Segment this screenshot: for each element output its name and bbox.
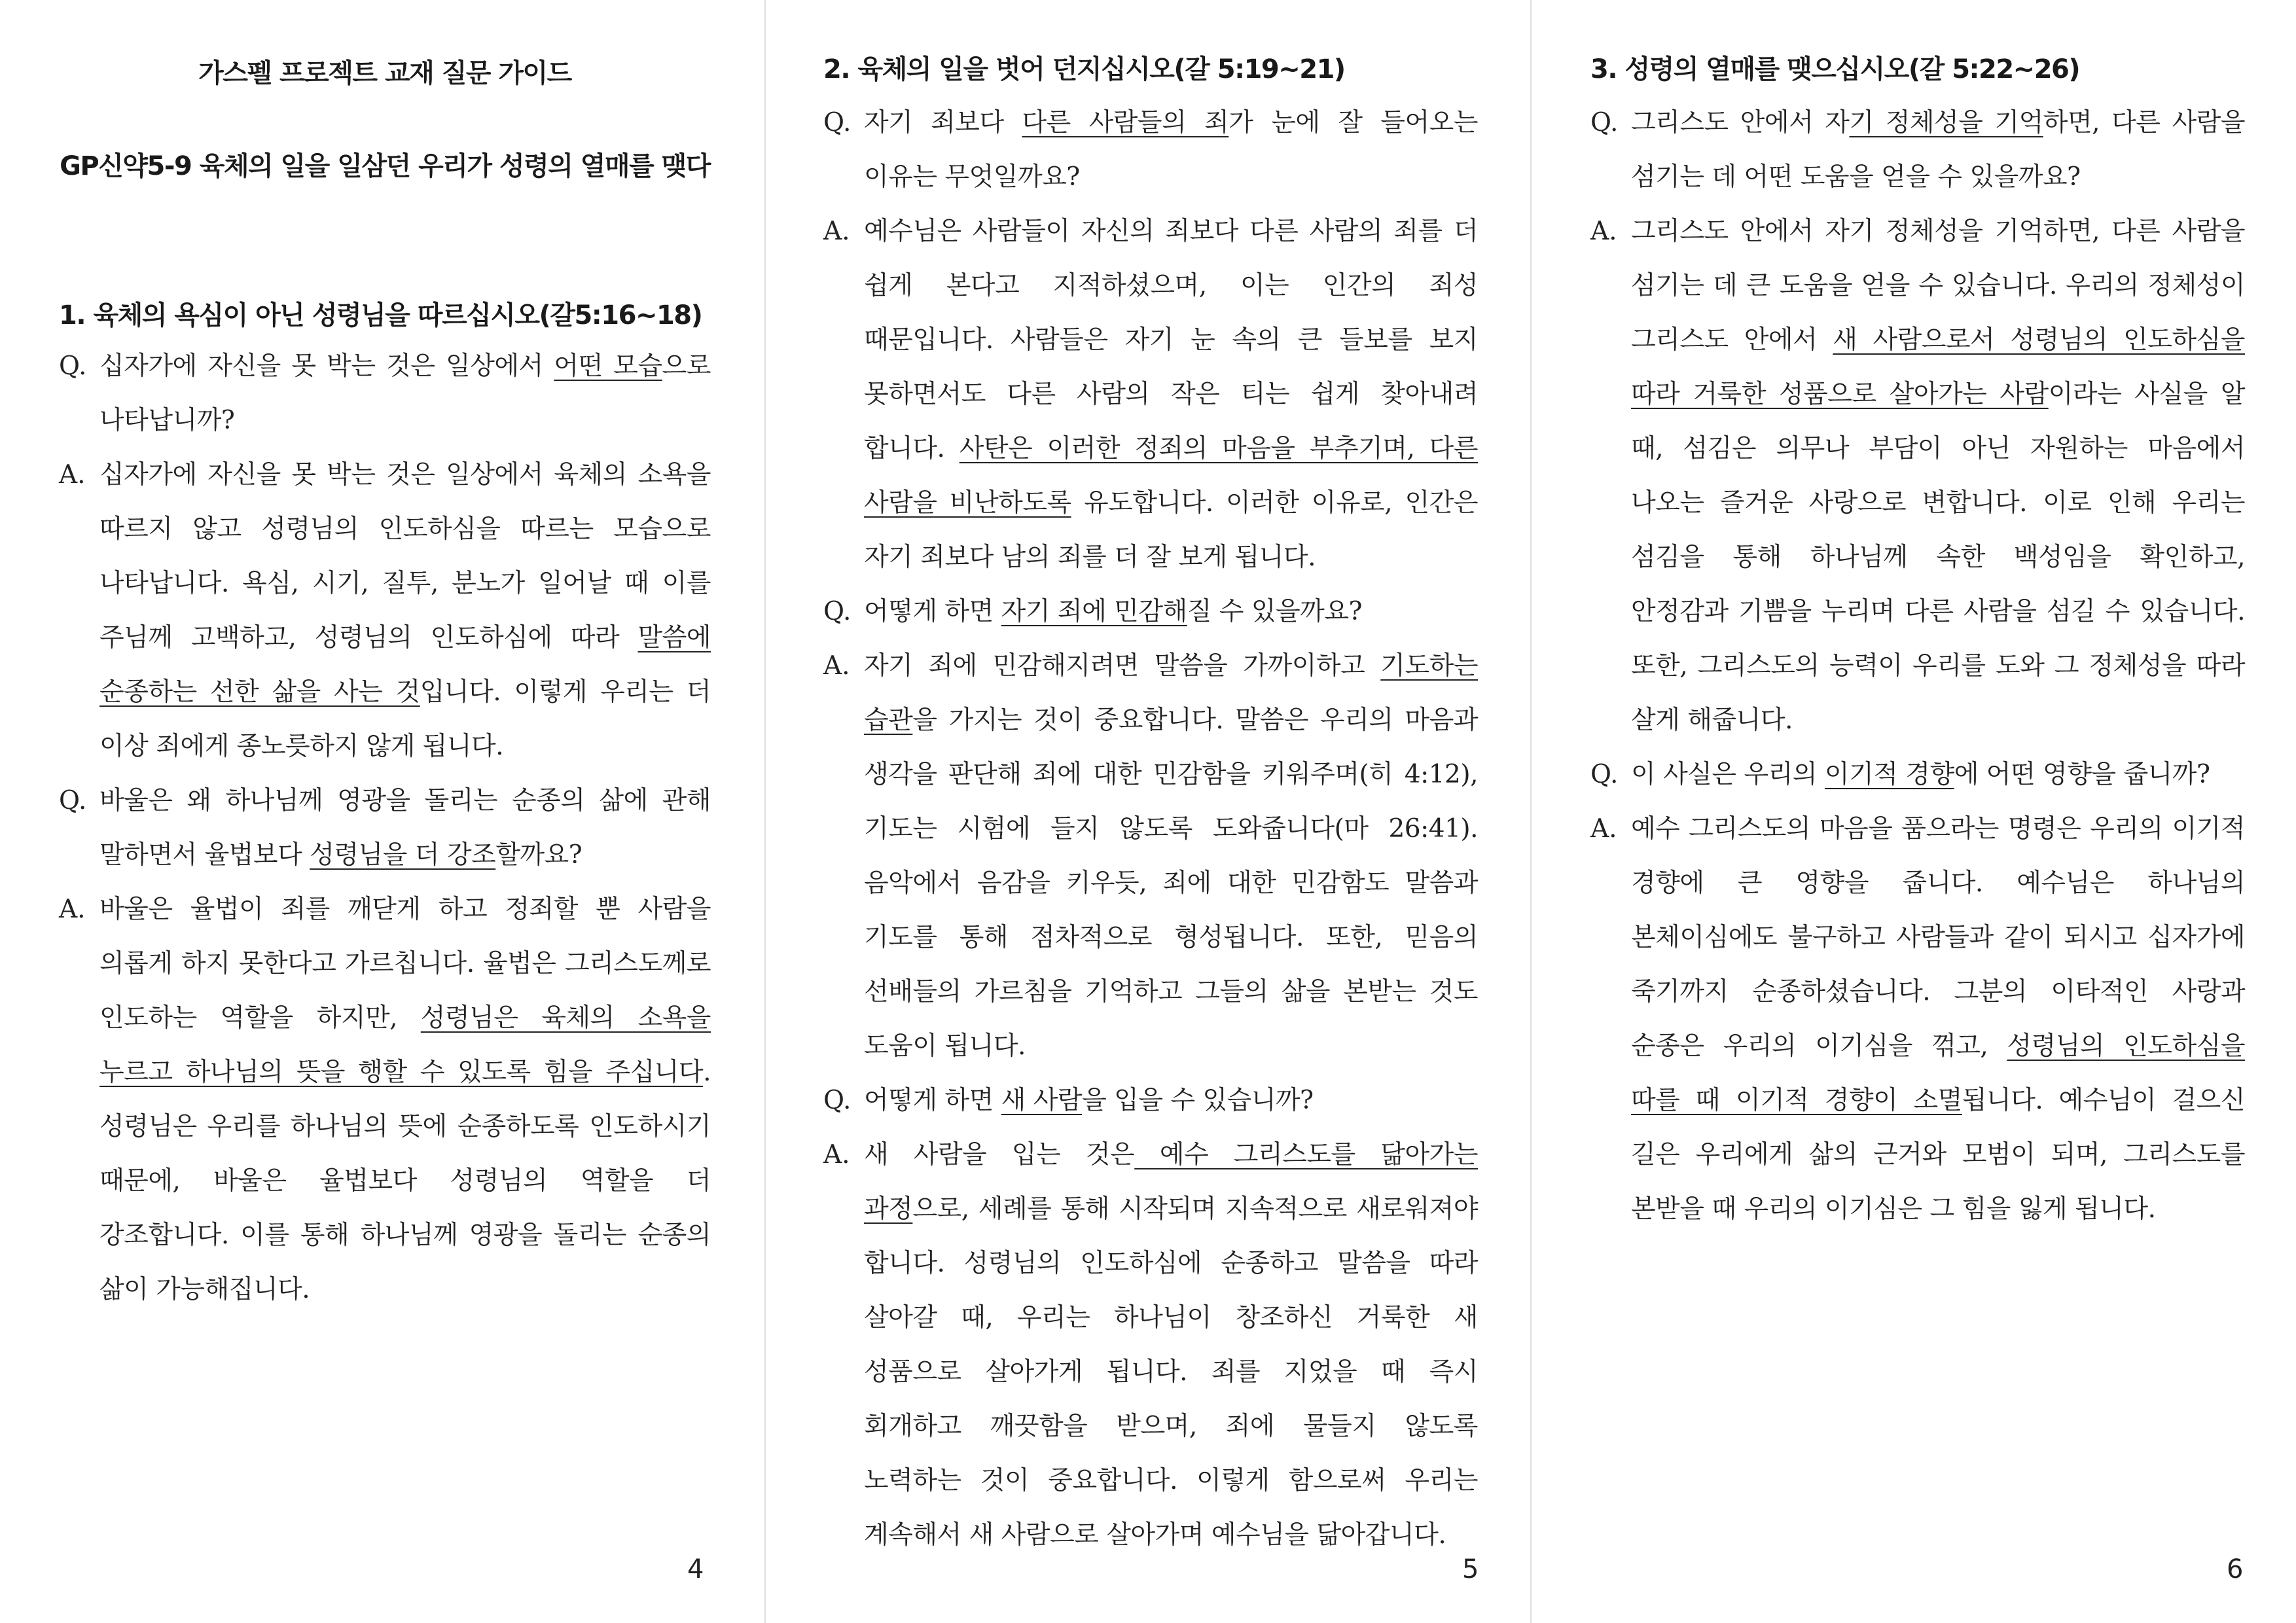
text-run: 하면, 다른 사람을 섬기는 데 어떤 도움을 얻을 수 있을까요? bbox=[1631, 108, 2245, 192]
text-run: 새 사람을 입는 것은 bbox=[864, 1140, 1135, 1169]
text-run: 바울은 왜 하나님께 영광을 돌리는 순종의 삶에 관해 말하면서 율법보다 bbox=[99, 786, 711, 870]
page-4 bbox=[0, 0, 764, 1623]
answer-text bbox=[1631, 802, 2245, 1236]
text-run: 할까요? bbox=[495, 840, 583, 870]
text-run: 유도합니다. 이러한 이유로, 인간은 자기 죄보다 남의 죄를 더 잘 보게 됩니다. bbox=[864, 488, 1478, 572]
text-run: 예수 그리스도의 마음을 품으라는 명령은 우리의 이기적 경향에 큰 영향을 줍니다. 예수님은 하나님의 본체이심에도 불구하고 사람들과 같이 되시고 십자가에 죽기까지 순종하셨습니다. 그분의 이타적인 사랑과 순종은 우리의 이기심을 꺾고, bbox=[1631, 814, 2245, 1061]
text-run: 입니다. 이렇게 우리는 더 이상 죄에게 종노릇하지 않게 됩니다. bbox=[99, 677, 711, 761]
text-run: 십자가에 자신을 못 박는 것은 일상에서 육체의 소욕을 따르지 않고 성령님의 인도하심을 따르는 모습으로 나타납니다. 욕심, 시기, 질투, 분노가 일어날 때 이를 주님께 고백하고, 성령님의 인도하심에 따라 bbox=[99, 460, 711, 652]
text-run: 그리스도 안에서 자 bbox=[1631, 108, 1850, 137]
answer-item bbox=[823, 639, 1478, 1073]
underlined-phrase: 이기적 경향 bbox=[1824, 760, 1954, 789]
answer-marker: A. bbox=[59, 895, 86, 924]
question-text bbox=[99, 339, 711, 448]
underlined-phrase: 성령님은 육체의 소욕을 누르고 하나님의 뜻을 행할 수 있도록 힘을 주십니다 bbox=[99, 1003, 711, 1087]
section-heading: 2. 육체의 일을 벗어 던지십시오(갈 5:19~21) bbox=[823, 54, 1345, 84]
text-run: 을 입을 수 있습니까? bbox=[1082, 1086, 1314, 1115]
underlined-phrase: 예수 그리스도를 닮아가는 과정 bbox=[864, 1140, 1478, 1224]
question-item bbox=[1590, 747, 2245, 802]
section-heading: 3. 성령의 열매를 맺으십시오(갈 5:22~26) bbox=[1590, 54, 2080, 84]
document-subtitle: GP신약5-9 육체의 일을 일삼던 우리가 성령의 열매를 맺다 bbox=[60, 151, 710, 181]
answer-marker: A. bbox=[823, 1140, 850, 1169]
underlined-phrase: 성령님의 인도하심을 따를 때 이기적 경향이 소멸 bbox=[1631, 1031, 2245, 1115]
answer-item bbox=[823, 204, 1478, 584]
text-run: . 성령님은 우리를 하나님의 뜻에 순종하도록 인도하시기 때문에, 바울은 율법보다 성령님의 역할을 더 강조합니다. 이를 통해 하나님께 영광을 돌리는 순종의 삶이 가능해집니다. bbox=[99, 1058, 711, 1304]
answer-marker: A. bbox=[1590, 217, 1617, 246]
page-content bbox=[1590, 51, 2245, 1236]
page-number: 6 bbox=[2227, 1554, 2244, 1584]
question-marker: Q. bbox=[1590, 108, 1619, 137]
underlined-phrase: 기도하는 습관 bbox=[864, 651, 1478, 735]
answer-text bbox=[864, 639, 1478, 1073]
text-run: 가 눈에 잘 들어오는 이유는 무엇일까요? bbox=[864, 108, 1478, 192]
page-6 bbox=[1532, 0, 2296, 1623]
text-run: 으로, 세례를 통해 시작되며 지속적으로 새로워져야 합니다. 성령님의 인도하심에 순종하고 말씀을 따라 살아갈 때, 우리는 하나님이 창조하신 거룩한 새 성품으로 살아가게 됩니다. 죄를 지었을 때 즉시 회개하고 깨끗함을 받으며, 죄에 물들지 않도록 노력하는 것이 중요합니다. 이렇게 함으로써 우리는 계속해서 새 사람으로 살아가며 예수님을 닮아갑니다. bbox=[864, 1194, 1478, 1550]
question-text bbox=[864, 1073, 1478, 1128]
answer-item bbox=[59, 448, 711, 774]
underlined-phrase: 새 사람으로서 성령님의 인도하심을 따라 거룩한 성품으로 살아가는 사람 bbox=[1631, 325, 2245, 409]
text-run: 에 어떤 영향을 줍니까? bbox=[1954, 760, 2210, 789]
question-marker: Q. bbox=[1590, 760, 1619, 789]
text-run: 예수님은 사람들이 자신의 죄보다 다른 사람의 죄를 더 쉽게 본다고 지적하셨으며, 이는 인간의 죄성 때문입니다. 사람들은 자기 눈 속의 큰 들보를 보지 못하면서도 다른 사람의 작은 티는 쉽게 찾아내려 합니다. bbox=[864, 217, 1478, 463]
underlined-phrase: 말씀에 순종하는 선한 삶을 사는 것 bbox=[99, 623, 711, 707]
answer-text bbox=[864, 1128, 1478, 1562]
answer-item bbox=[823, 1128, 1478, 1562]
question-marker: Q. bbox=[59, 786, 87, 815]
underlined-phrase: 기 정체성을 기억 bbox=[1849, 108, 2043, 137]
text-run: 어떻게 하면 bbox=[864, 597, 1001, 626]
qa-list bbox=[1590, 96, 2245, 1236]
question-item bbox=[1590, 96, 2245, 204]
underlined-phrase: 사탄은 이러한 정죄의 마음을 부추기며, 다른 사람을 비난하도록 bbox=[864, 434, 1478, 518]
text-run: 을 가지는 것이 중요합니다. 말씀은 우리의 마음과 생각을 판단해 죄에 대한 민감함을 키워주며(히 4:12), 기도는 시험에 들지 않도록 도와줍니다(마 26:41). 음악에서 음감을 키우듯, 죄에 대한 민감함도 말씀과 기도를 통해 점차적으로 형성됩니다. 또한, 믿음의 선배들의 가르침을 기억하고 그들의 삶을 본받는 것도 도움이 됩니다. bbox=[864, 705, 1478, 1061]
question-marker: Q. bbox=[823, 108, 852, 137]
document-title: 가스펠 프로젝트 교재 질문 가이드 bbox=[198, 58, 571, 88]
question-item bbox=[823, 1073, 1478, 1128]
question-text bbox=[1631, 96, 2245, 204]
answer-text bbox=[99, 448, 711, 774]
question-text bbox=[1631, 747, 2245, 802]
page-content bbox=[823, 51, 1478, 1562]
text-run: 이라는 사실을 알 때, 섬김은 의무나 부담이 아닌 자원하는 마음에서 나오는 즐거운 사랑으로 변합니다. 이로 인해 우리는 섬김을 통해 하나님께 속한 백성임을 확인하고, 안정감과 기쁨을 누리며 다른 사람을 섬길 수 있습니다. 또한, 그리스도의 능력이 우리를 도와 그 정체성을 따라 살게 해줍니다. bbox=[1631, 380, 2246, 735]
answer-marker: A. bbox=[1590, 814, 1617, 844]
question-item bbox=[59, 339, 711, 448]
text-run: 이 사실은 우리의 bbox=[1631, 760, 1825, 789]
page-number: 5 bbox=[1462, 1554, 1479, 1584]
text-run: 그리스도 안에서 자기 정체성을 기억하면, 다른 사람을 섬기는 데 큰 도움을 얻을 수 있습니다. 우리의 정체성이 그리스도 안에서 bbox=[1631, 217, 2245, 355]
question-item bbox=[823, 96, 1478, 204]
text-run: 바울은 율법이 죄를 깨닫게 하고 정죄할 뿐 사람을 의롭게 하지 못한다고 가르칩니다. 율법은 그리스도께로 인도하는 역할을 하지만, bbox=[99, 895, 711, 1033]
answer-marker: A. bbox=[823, 217, 850, 246]
answer-text bbox=[99, 882, 711, 1317]
page-content bbox=[59, 51, 711, 1317]
question-marker: Q. bbox=[823, 597, 852, 626]
page-number: 4 bbox=[687, 1554, 704, 1584]
text-run: 질 수 있을까요? bbox=[1187, 597, 1362, 626]
underlined-phrase: 자기 죄에 민감해 bbox=[1001, 597, 1187, 626]
answer-item bbox=[1590, 204, 2245, 747]
question-marker: Q. bbox=[59, 351, 87, 381]
question-text bbox=[864, 584, 1478, 639]
answer-item bbox=[59, 882, 711, 1317]
page-5 bbox=[766, 0, 1530, 1623]
text-run: 으로 나타납니까? bbox=[99, 351, 711, 435]
answer-text bbox=[1631, 204, 2245, 747]
underlined-phrase: 새 사람 bbox=[1001, 1086, 1083, 1115]
underlined-phrase: 성령님을 더 강조 bbox=[310, 840, 496, 870]
question-text bbox=[99, 774, 711, 882]
underlined-phrase: 어떤 모습 bbox=[554, 351, 662, 381]
qa-list bbox=[823, 96, 1478, 1562]
answer-marker: A. bbox=[823, 651, 850, 681]
answer-item bbox=[1590, 802, 2245, 1236]
qa-list bbox=[59, 339, 711, 1317]
answer-marker: A. bbox=[59, 460, 86, 490]
section-heading: 1. 육체의 욕심이 아닌 성령님을 따르십시오(갈5:16~18) bbox=[59, 300, 702, 330]
underlined-phrase: 다른 사람들의 죄 bbox=[1022, 108, 1229, 137]
question-marker: Q. bbox=[823, 1086, 852, 1115]
text-run: 됩니다. 예수님이 걸으신 길은 우리에게 삶의 근거와 모범이 되며, 그리스도를 본받을 때 우리의 이기심은 그 힘을 잃게 됩니다. bbox=[1631, 1086, 2245, 1224]
question-item bbox=[823, 584, 1478, 639]
text-run: 십자가에 자신을 못 박는 것은 일상에서 bbox=[99, 351, 554, 381]
question-item bbox=[59, 774, 711, 882]
text-run: 자기 죄에 민감해지려면 말씀을 가까이하고 bbox=[864, 651, 1381, 681]
text-run: 어떻게 하면 bbox=[864, 1086, 1001, 1115]
answer-text bbox=[864, 204, 1478, 584]
question-text bbox=[864, 96, 1478, 204]
text-run: 자기 죄보다 bbox=[864, 108, 1022, 137]
